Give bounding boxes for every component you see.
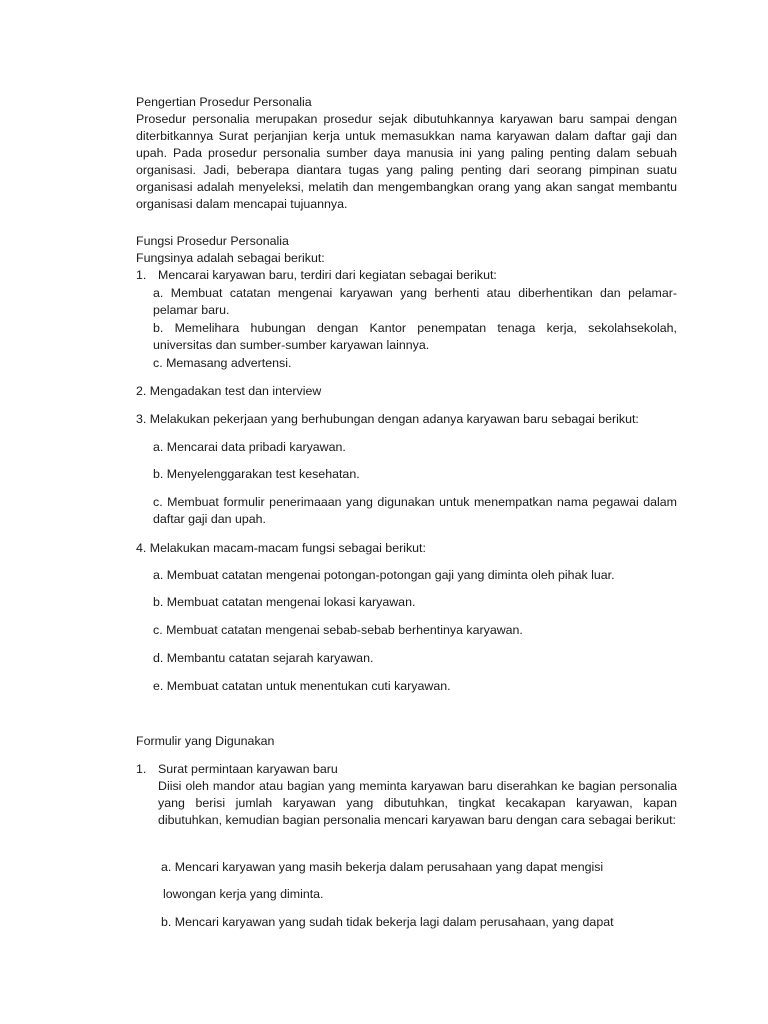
fungsi-item-3: 3. Melakukan pekerjaan yang berhubungan dengan adanya karyawan baru sebagai berikut: [136,412,639,426]
section-title-formulir: Formulir yang Digunakan [136,734,275,748]
fungsi-item-3c: c. Membuat formulir penerimaaan yang digunakan untuk menempatkan nama pegawai dalam daftar gaji dan upah. [153,495,677,526]
section-title-fungsi: Fungsi Prosedur Personalia [136,234,289,248]
fungsi-item-4d: d. Membantu catatan sejarah karyawan. [153,651,374,665]
list-number: 1. [136,268,147,282]
fungsi-intro: Fungsinya adalah sebagai berikut: [136,251,325,265]
fungsi-item-3b: b. Menyelenggarakan test kesehatan. [153,467,360,481]
formulir-item-1b-line1: b. Mencari karyawan yang sudah tidak bekerja lagi dalam perusahaan, yang dapat [161,915,614,929]
fungsi-item-4c: c. Membuat catatan mengenai sebab-sebab berhentinya karyawan. [153,623,523,637]
fungsi-item-1c: c. Memasang advertensi. [153,356,292,370]
fungsi-item-4b: b. Membuat catatan mengenai lokasi karyawan. [153,595,416,609]
formulir-item-1-body: Diisi oleh mandor atau bagian yang meminta karyawan baru diserahkan ke bagian personalia yang berisi jumlah karyawan yang dibutuhkan, tingkat kecakapan karyawan, kapan dibutuhkan, kemudian bagian personalia mencari karyawan baru dengan cara sebagai berikut: [158,779,677,827]
list-item-title: Surat permintaan karyawan baru [158,762,338,776]
fungsi-item-4a: a. Membuat catatan mengenai potongan-potongan gaji yang diminta oleh pihak luar. [153,568,615,582]
fungsi-item-3a: a. Mencarai data pribadi karyawan. [153,440,346,454]
formulir-item-1a-line1: a. Mencari karyawan yang masih bekerja dalam perusahaan yang dapat mengisi [161,860,604,874]
list-number: 1. [136,762,147,776]
formulir-item-1a-line2: lowongan kerja yang diminta. [163,887,324,901]
fungsi-item-1a: a. Membuat catatan mengenai karyawan yang berhenti atau diberhentikan dan pelamar-pelamar baru. [153,286,677,317]
section-title-pengertian: Pengertian Prosedur Personalia [136,95,312,109]
fungsi-item-2: 2. Mengadakan test dan interview [136,384,322,398]
fungsi-item-4e: e. Membuat catatan untuk menentukan cuti karyawan. [153,679,451,693]
list-item-text: Mencarai karyawan baru, terdiri dari kegiatan sebagai berikut: [158,268,497,282]
paragraph-pengertian: Prosedur personalia merupakan prosedur sejak dibutuhkannya karyawan baru sampai dengan diterbitkannya Surat perjanjian kerja untuk memasukkan nama karyawan dalam daftar gaji dan upah. Pada prosedur personalia sumber daya manusia ini yang paling penting dalam sebuah organisasi. Jadi, beberapa diantara tugas yang paling penting dari seorang pimpinan suatu organisasi adalah menyeleksi, melatih dan mengembangkan orang yang akan sangat membantu organisasi dalam mencapai tujuannya. [136,112,677,211]
fungsi-item-1b: b. Memelihara hubungan dengan Kantor penempatan tenaga kerja, sekolahsekolah, universitas dan sumber-sumber karyawan lainnya. [153,321,677,352]
fungsi-item-4: 4. Melakukan macam-macam fungsi sebagai berikut: [136,541,426,555]
